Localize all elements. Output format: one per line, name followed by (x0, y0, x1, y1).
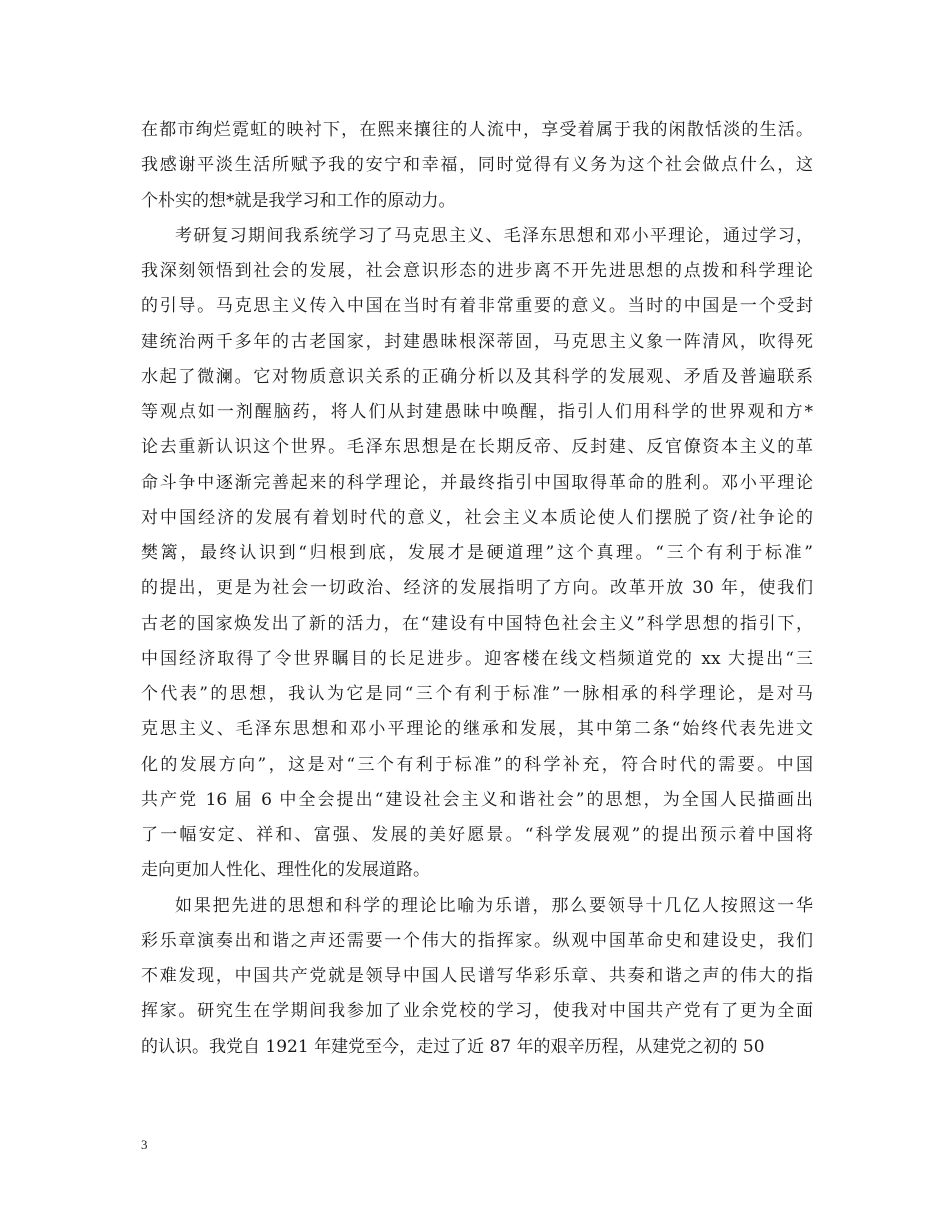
paragraph (141, 113, 813, 219)
paragraph (141, 889, 813, 1065)
text-line: 我感谢平淡生活所赋予我的安宁和幸福，同时觉得有义务为这个社会做点什么，这 (141, 155, 813, 176)
text-line: 不难发现，中国共产党就是领导中国人民谱写华彩乐章、共奏和谐之声的伟大的指 (141, 966, 813, 986)
page-number: 3 (141, 1137, 148, 1152)
text-line: 考研复习期间我系统学习了马克思主义、毛泽东思想和邓小平理论，通过学习， (175, 225, 813, 246)
text-line: 如果把先进的思想和科学的理论比喻为乐谱，那么要领导十几亿人按照这一华 (175, 895, 813, 916)
text-line: 对中国经济的发展有着划时代的意义，社会主义本质论使人们摆脱了资/社争论的 (141, 507, 813, 528)
text-line: 的认识。我党自 1921 年建党至今，走过了近 87 年的艰辛历程，从建党之初的 50 (141, 1036, 765, 1057)
text-line: 彩乐章演奏出和谐之声还需要一个伟大的指挥家。纵观中国革命史和建设史，我们 (141, 930, 813, 951)
text-line: 个代表”的思想，我认为它是同“三个有利于标准”一脉相承的科学理论，是对马 (141, 684, 813, 704)
text-line: 的引导。马克思主义传入中国在当时有着非常重要的意义。当时的中国是一个受封 (141, 296, 813, 317)
text-line: 水起了微澜。它对物质意识关系的正确分析以及其科学的发展观、矛盾及普遍联系 (141, 366, 813, 387)
text-line: 古老的国家焕发出了新的活力，在“建设有中国特色社会主义”科学思想的指引下， (141, 613, 813, 634)
text-line: 挥家。研究生在学期间我参加了业余党校的学习，使我对中国共产党有了更为全面 (141, 1001, 813, 1022)
text-line: 走向更加人性化、理性化的发展道路。 (141, 860, 430, 881)
text-line: 在都市绚烂霓虹的映衬下，在熙来攘往的人流中，享受着属于我的闲散恬淡的生活。 (141, 120, 813, 140)
text-line: 樊篱，最终认识到“归根到底，发展才是硬道理”这个真理。“三个有利于标准” (141, 543, 813, 563)
paragraph (141, 219, 813, 889)
text-line: 中国经济取得了令世界瞩目的长足进步。迎客楼在线文档频道党的 xx 大提出“三 (141, 648, 813, 669)
document-body (141, 113, 813, 1065)
text-line: 个朴实的想*就是我学习和工作的原动力。 (141, 190, 456, 211)
text-line: 共产党 16 届 6 中全会提出“建设社会主义和谐社会”的思想，为全国人民描画出 (141, 789, 813, 810)
text-line: 等观点如一剂醒脑药，将人们从封建愚昧中唤醒，指引人们用科学的世界观和方* (141, 402, 813, 422)
text-line: 的提出，更是为社会一切政治、经济的发展指明了方向。改革开放 30 年，使我们 (141, 578, 813, 599)
text-line: 论去重新认识这个世界。毛泽东思想是在长期反帝、反封建、反官僚资本主义的革 (141, 437, 813, 458)
text-line: 了一幅安定、祥和、富强、发展的美好愿景。“科学发展观”的提出预示着中国将 (141, 825, 813, 845)
text-line: 我深刻领悟到社会的发展，社会意识形态的进步离不开先进思想的点拨和科学理论 (141, 261, 813, 281)
text-line: 建统治两千多年的古老国家，封建愚昧根深蒂固，马克思主义象一阵清风，吹得死 (141, 331, 813, 352)
text-line: 化的发展方向”，这是对“三个有利于标准”的科学补充，符合时代的需要。中国 (141, 754, 813, 775)
text-line: 命斗争中逐渐完善起来的科学理论，并最终指引中国取得革命的胜利。邓小平理论 (141, 472, 813, 493)
text-line: 克思主义、毛泽东思想和邓小平理论的继承和发展，其中第二条“始终代表先进文 (141, 719, 813, 740)
